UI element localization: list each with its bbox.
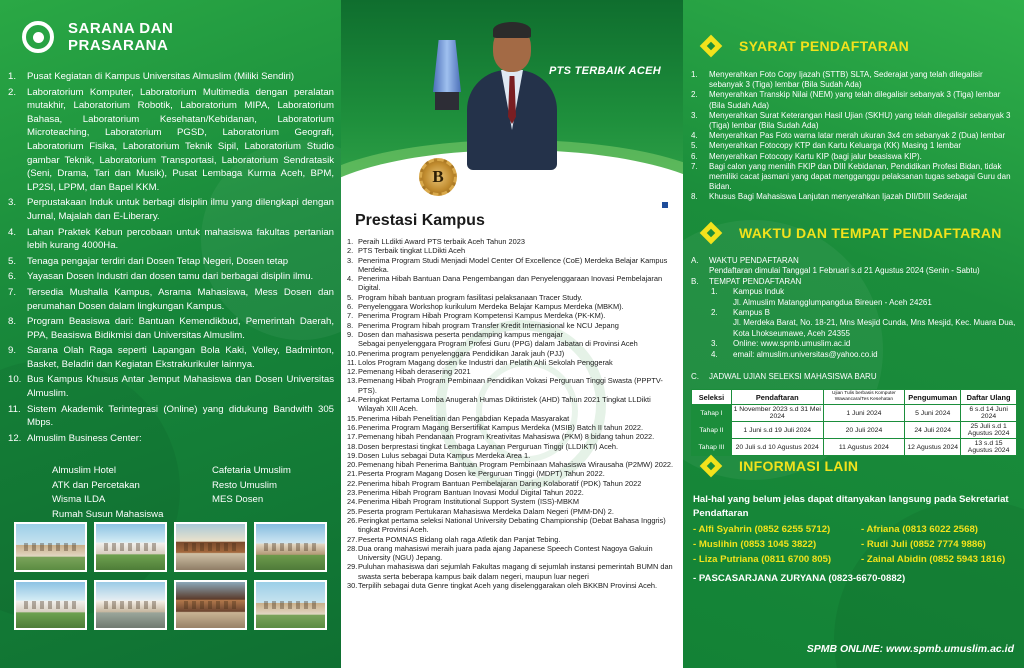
best-pts-badge: PTS TERBAIK ACEH — [549, 65, 661, 77]
item-text: Lahan Praktek Kebun percobaan untuk mahasiswa fakultas pertanian lebih kurang 4000Ha. — [27, 226, 334, 252]
list-item — [691, 152, 1017, 162]
list-item — [8, 432, 334, 446]
item-text: Bagi calon yang memilih FKIP dan DIII Kebidanan, Pendidikan Profesi Bidan, tidak memiliki cacat jasmani yang dapat mengganggu pelaksanan tugas sebagai Guru dan Bidan. — [709, 161, 1011, 192]
campus-photo — [14, 580, 87, 630]
item-text: Peringkat pertama seleksi National University Debating Championship (Debat Bahasa Inggris) tingkat Provinsi Aceh. — [358, 515, 666, 535]
item-number: 23. — [347, 488, 358, 498]
list-item — [8, 315, 334, 342]
business-unit: Rumah Susun Mahasiswa — [52, 508, 164, 520]
list-item — [347, 460, 677, 469]
facilities-title: SARANA DAN PRASARANA — [68, 20, 174, 54]
item-text: Penerima Program Magang Bersertifikat Kampus Merdeka (MSIB) Batch II tahun 2022. — [358, 422, 644, 432]
registration-panel — [683, 0, 1024, 668]
item-text: Tersedia Mushalla Kampus, Asrama Mahasiswa, Mess Dosen dan perumahan Dosen dalam lingkungan Kampus. — [27, 286, 334, 312]
list-item — [347, 469, 677, 478]
contact-person: - Alfi Syahrin (0852 6255 5712) — [693, 524, 831, 535]
table-cell: Tahap I — [692, 405, 732, 422]
item-text: Menyerahkan Foto Copy Ijazah (STTB) SLTA, Sederajat yang telah dilegalisir sebanyak 3 (Tiga) lembar (Bila Sudah Ada) — [709, 70, 983, 90]
item-number: 1. — [8, 71, 17, 82]
item-text: Khusus Bagi Mahasiswa Lanjutan menyerahkan Ijazah DII/DIII Sederajat — [709, 192, 967, 202]
item-number: 6. — [8, 271, 17, 283]
item-text: Lolos Program Magang dosen ke Industri dan Pelatih Ahli Sekolah Penggerak — [358, 357, 613, 367]
table-cell: 5 Juni 2024 — [905, 405, 961, 422]
item-number: 18. — [347, 441, 358, 451]
table-cell: 25 Juli s.d 1 Agustus 2024 — [961, 422, 1017, 439]
campus-photo — [174, 522, 247, 572]
item-number: 8. — [691, 192, 698, 202]
contact-person: - Muslihin (0853 1045 3822) — [693, 539, 817, 551]
decor-square — [662, 202, 668, 208]
item-number: 28. — [347, 543, 358, 553]
item-text: Pusat Kegiatan di Kampus Universitas Almuslim (Miliki Sendiri) — [27, 71, 295, 82]
item-text: Sistem Akademik Terintegrasi (Online) yang didukung Bandwith 305 Mbps. — [27, 403, 334, 429]
item-text: Pemenang hibah Pendanaan Program Kreativitas Mahasiswa (PKM) 8 bidang tahun 2022. — [358, 432, 655, 442]
list-item — [347, 302, 677, 311]
item-text: Program hibah bantuan program fasilitasi pelaksanaan Tracer Study. — [358, 292, 583, 302]
list-item — [347, 451, 677, 460]
contact-email-link[interactable]: email: almuslim.universitas@yahoo.co.id — [733, 349, 878, 359]
business-unit: ATK dan Percetakan — [52, 479, 140, 491]
item-text: Laboratorium Komputer, Laboratorium Multimedia dengan peralatan mutakhir, Laboratorium Robotik, Laboratorium MIPA, Laboratorium Bahasa, Laboratorium Kesehatan/Kebidanan, Laboratorium Microteaching, Laboratorium PGSD, Laboratorium Geografi, Laboratorium Fisika, Laboratorium Teknik Sipil, Laboratorium Studio gambar Teknik, Laboratorium Transportasi, Laboratorium Sendratasik (Seni, Drama, Tari dan Musik), Pusat Lembaga Kurma Aceh, BPM, LP2SI, LPPM, dan Bapel KKM. — [27, 86, 334, 193]
diamond-bullet-icon — [700, 222, 723, 245]
item-text: Peringkat Pertama Lomba Anugerah Humas Diktiristek (AHD) Tahun 2021 Tingkat LLDikti Wilayah XIII Aceh. — [358, 395, 651, 414]
item-number: 19. — [347, 450, 358, 460]
list-item — [347, 237, 677, 246]
schedule-details: A. WAKTU PENDAFTARAN Pendaftaran dimulai Tanggal 1 Februari s.d 21 Agustus 2024 (Senin - Sabtu) B. TEMPAT PENDAFTARAN 1. Kampus Induk Jl. Almuslim Matangglumpangdua Bireuen - Aceh 24261 2. Kampus B Jl. Merdeka Barat, No. 18-21, Mns Mesjid Cunda, Mns Mesjid, Kec. Muara Dua, Kota Lhokseumawe, Aceh 24355 3. Online: www.spmb.umuslim.ac.id 4. email: almuslim.universitas@yahoo.co.id — [691, 256, 1016, 359]
requirements-list — [691, 70, 1017, 203]
list-item — [347, 321, 677, 330]
list-item — [347, 497, 677, 506]
item-text: Tenaga pengajar terdiri dari Dosen Tetap Negeri, Dosen tetap — [27, 255, 289, 267]
contact-person: - Zainal Abidin (0852 5943 1816) — [861, 554, 1006, 566]
item-number: 26. — [347, 515, 358, 525]
table-cell: 20 Juli 2024 — [823, 422, 905, 439]
list-item — [691, 131, 1017, 141]
item-text: Dua orang mahasiswi meraih juara pada ajang Japanese Speech Contest Nagoya Gakuin University (NGU) Jepang. — [358, 543, 653, 563]
list-item — [347, 293, 677, 302]
list-item — [8, 226, 334, 253]
campus-photo — [254, 580, 327, 630]
table-cell: 6 s.d 14 Juni 2024 — [961, 405, 1017, 422]
online-registration-link[interactable]: Online: www.spmb.umuslim.ac.id — [733, 339, 851, 349]
list-item — [347, 358, 677, 367]
list-item — [347, 479, 677, 488]
list-item — [347, 311, 677, 320]
item-text: Almuslim Business Center: — [27, 432, 142, 444]
table-cell: Tahap II — [692, 422, 732, 439]
item-text: Pemenang hibah Penerima Bantuan Program Pembinaan Mahasiswa Wirausaha (P2MW) 2022. — [358, 460, 674, 470]
item-number: 6. — [347, 302, 354, 312]
item-text: Dosen dan mahasiswa peserta pendamping kampus mengajar — [358, 329, 564, 339]
item-number: 1. — [691, 70, 698, 79]
item-number: 5. — [347, 292, 354, 302]
list-item — [347, 414, 677, 423]
item-number: 24. — [347, 497, 358, 507]
item-text: Peserta program Pertukaran Mahasiswa Merdeka Dalam Negeri (PMM-DN) 2. — [358, 506, 614, 516]
item-number — [347, 339, 358, 348]
diamond-bullet-icon — [700, 455, 723, 478]
table-cell: 20 Juli s.d 10 Agustus 2024 — [731, 439, 823, 456]
spmb-online-link[interactable]: SPMB ONLINE: www.spmb.umuslim.ac.id — [806, 643, 1014, 655]
registration-time-text: Pendaftaran dimulai Tanggal 1 Februari s.d 21 Agustus 2024 (Senin - Sabtu) — [709, 266, 980, 276]
campus-photo-gallery — [14, 522, 330, 630]
list-item — [8, 344, 334, 371]
item-text: Peserta POMNAS Bidang olah raga Atletik dan Panjat Tebing. — [358, 534, 561, 544]
schedule-title: WAKTU DAN TEMPAT PENDAFTARAN — [739, 225, 1002, 241]
list-item — [8, 373, 334, 400]
achievements-list — [347, 237, 677, 590]
exam-schedule-table — [691, 389, 1017, 456]
rector-photo — [461, 20, 561, 170]
item-text: Bus Kampus Khusus Antar Jemput Mahasiswa dan Dosen Universitas Almuslim. — [27, 374, 334, 400]
item-text: Penerima program penyelenggara Pendidikan Jarak jauh (PJJ) — [358, 348, 565, 358]
item-number: 5. — [8, 255, 17, 267]
rector-banner — [341, 0, 683, 215]
main-campus-label: Kampus Induk — [733, 287, 785, 297]
list-item — [347, 349, 677, 358]
list-item — [347, 256, 677, 275]
business-center-list — [52, 464, 332, 522]
item-text: Menyerahkan Transkip Nilai (NEM) yang telah dilegalisir sebanyak 3 (Tiga) lembar (Bila Sudah Ada) — [709, 90, 1001, 110]
item-text: Penyelenggara Workshop kurikulum Merdeka Belajar Kampus Merdeka (MBKM). — [358, 302, 624, 312]
item-number: 4. — [691, 131, 698, 141]
contact-person: - Liza Putriana (0811 6700 805) — [693, 554, 832, 566]
item-number: 2. — [347, 246, 354, 256]
list-item — [691, 70, 1017, 90]
item-number: 20. — [347, 460, 358, 470]
col-pengumuman: Pengumuman — [905, 390, 961, 405]
table-row — [692, 439, 1017, 456]
col-pendaftaran: Pendaftaran — [731, 390, 823, 405]
item-text: Puluhan mahasiswa dari sejumlah Fakultas magang di sejumlah instansi pemerintah BUMN dan swasta serta beberapa kampus baik dalam negeri, maupun luar negeri — [358, 562, 673, 581]
table-cell: 1 Juni s.d 19 Juli 2024 — [731, 422, 823, 439]
table-cell: 1 November 2023 s.d 31 Mei 2024 — [731, 405, 823, 422]
item-number: 2. — [691, 90, 698, 100]
item-text: Terpilih sebagai duta Genre tingkat Aceh yang diselenggarakan oleh BKKBN Provinsi Aceh. — [358, 580, 658, 590]
item-number: 14. — [347, 395, 358, 405]
item-number: 3. — [691, 110, 698, 120]
list-item — [347, 488, 677, 497]
list-item — [8, 86, 334, 195]
col-daftar-ulang: Daftar Ulang — [961, 390, 1017, 405]
campus-b-label: Kampus B — [733, 308, 770, 318]
item-text: Pemenang Hibah derasering 2021 — [358, 367, 471, 377]
list-item — [691, 192, 1017, 202]
item-number: 3. — [8, 197, 17, 209]
list-item — [347, 432, 677, 441]
exam-schedule-label: C. JADWAL UJIAN SELEKSI MAHASISWA BARU — [691, 372, 877, 381]
item-text: Sarana Olah Raga seperti Lapangan Bola Kaki, Volley, Badminton, Basket, Beladiri dan Kegiatan Ekstrakurikuler lainnya. — [27, 345, 334, 370]
col-seleksi: Seleksi — [692, 390, 732, 405]
list-item — [347, 274, 677, 293]
list-item — [8, 403, 334, 430]
item-number: 17. — [347, 432, 358, 442]
col-ujian: Ujian Tulis berbasis Komputer Wawancara/Tes Kesehatan — [823, 390, 905, 405]
campus-photo — [14, 522, 87, 572]
item-number: 11. — [8, 403, 21, 415]
table-header-row — [692, 390, 1017, 405]
registration-time-label: WAKTU PENDAFTARAN — [709, 256, 799, 265]
table-cell: 11 Agustus 2024 — [823, 439, 905, 456]
business-unit: Resto Umuslim — [212, 479, 278, 491]
item-text: Yayasan Dosen Industri dan dosen tamu dari berbagai disiplin ilmu. — [27, 271, 314, 283]
item-number: 8. — [347, 320, 354, 330]
item-number: 13. — [347, 376, 358, 386]
item-text: Pemenang Hibah Program Pembinaan Pendidikan Vokasi Perguruan Tinggi Swasta (PPPTV-PTS). — [358, 376, 663, 395]
list-item — [347, 544, 677, 563]
item-text: Penerima Program Hibah Program Kompetensi Kampus Merdeka (PK-KM). — [358, 311, 606, 321]
item-number: 7. — [8, 286, 17, 298]
list-item — [691, 111, 1017, 131]
list-item — [347, 516, 677, 535]
achievements-panel — [341, 0, 683, 668]
list-item — [347, 339, 677, 348]
list-item — [347, 562, 677, 581]
item-number: 12. — [8, 432, 22, 444]
info-header — [697, 458, 858, 474]
facilities-list — [8, 70, 334, 445]
table-row — [692, 422, 1017, 439]
item-number: 27. — [347, 534, 358, 544]
item-text: Menyerahkan Fotocopy KTP dan Kartu Keluarga (KK) Masing 1 lembar — [709, 141, 961, 151]
item-number: 15. — [347, 413, 358, 423]
table-cell: 1 Juni 2024 — [823, 405, 905, 422]
item-number: 6. — [691, 151, 698, 161]
list-item — [347, 367, 677, 376]
info-title: INFORMASI LAIN — [739, 458, 859, 474]
item-text: Program Beasiswa dari: Bantuan Kemendikbud, Pemerintah Daerah, PPA, Beasiswa Bidikmisi dan Universitas Almuslim. — [27, 316, 334, 341]
table-cell: Tahap III — [692, 439, 732, 456]
item-text: Peraih LLdikti Award PTS terbaik Aceh Tahun 2023 — [358, 237, 525, 246]
item-number: 30. — [347, 580, 358, 590]
item-number: 25. — [347, 506, 358, 516]
item-number: 3. — [347, 255, 354, 265]
campus-photo — [174, 580, 247, 630]
info-text: Hal-hal yang belum jelas dapat ditanyakan langsung pada Sekretariat Pendaftaran — [693, 494, 1009, 519]
facilities-panel — [0, 0, 341, 668]
item-number: 21. — [347, 469, 358, 479]
item-text: Penerima Hibah Penelitian dan Pengabdian Kepada Masyarakat — [358, 413, 570, 423]
accreditation-b-medal-icon: B — [419, 158, 457, 196]
table-cell: 13 s.d 15 Agustus 2024 — [961, 439, 1017, 456]
item-number: 4. — [347, 274, 354, 284]
item-number: 7. — [347, 311, 354, 321]
item-number: 4. — [8, 226, 17, 238]
contact-person: - Afriana (0813 6022 2568) — [861, 524, 978, 535]
list-item — [347, 581, 677, 590]
table-cell: 12 Agustus 2024 — [905, 439, 961, 456]
item-text: Menyerahkan Pas Foto warna latar merah ukuran 3x4 cm sebanyak 2 (Dua) lembar — [709, 131, 1006, 141]
item-text: Penerima hibah Program Bantuan Pembelajaran Daring Kolaboratif (PDK) Tahun 2022 — [358, 478, 642, 488]
item-number: 22. — [347, 478, 358, 488]
contact-list — [693, 522, 1019, 568]
main-campus-address: Jl. Almuslim Matangglumpangdua Bireuen - Aceh 24261 — [733, 297, 932, 307]
list-item — [347, 330, 677, 339]
list-item — [691, 90, 1017, 110]
list-item — [8, 270, 334, 284]
item-text: PTS Terbaik tingkat LLDikti Aceh — [358, 246, 466, 256]
campus-photo — [254, 522, 327, 572]
item-text: Penerima Hibah Bantuan Dana Pengembangan dan Penyelenggaraan Inovasi Pembelajaran Digital. — [358, 274, 663, 293]
trophy-icon — [429, 40, 465, 114]
item-number: 7. — [691, 161, 698, 171]
list-item — [691, 162, 1017, 193]
list-item — [347, 376, 677, 395]
item-number: 9. — [8, 345, 17, 357]
achievements-title: Prestasi Kampus — [355, 212, 485, 229]
business-unit: MES Dosen — [212, 494, 264, 506]
facilities-header — [22, 20, 173, 54]
item-number: 16. — [347, 422, 358, 432]
schedule-header — [697, 225, 1002, 241]
list-item — [347, 395, 677, 414]
list-item — [347, 507, 677, 516]
item-number: 11. — [347, 357, 357, 367]
item-number: 29. — [347, 562, 358, 572]
item-text: Sebagai penyelenggara Program Profesi Guru (PPG) dalam Jabatan di Provinsi Aceh — [358, 339, 638, 349]
registration-place-label: TEMPAT PENDAFTARAN — [709, 276, 802, 286]
item-number: 12. — [347, 367, 358, 377]
list-item — [691, 141, 1017, 151]
list-item — [8, 196, 334, 223]
item-text: Dosen Lulus sebagai Duta Kampus Merdeka Area 1. — [358, 450, 531, 460]
requirements-header — [697, 38, 909, 54]
campus-b-address: Jl. Merdeka Barat, No. 18-21, Mns Mesjid Cunda, Mns Mesjid, Kec. Muara Dua, Kota Lhokseumawe, Aceh 24355 — [733, 318, 1016, 338]
item-number: 5. — [691, 141, 698, 151]
business-unit: Wisma ILDA — [52, 494, 106, 506]
item-text: Dosen berprestasi tingkat Lembaga Layanan Perguruan Tinggi (LLDIKTI) Aceh. — [358, 441, 619, 451]
list-item — [8, 286, 334, 313]
item-text: Menyerahkan Surat Keterangan Hasil Ujian (SKHU) yang telah dilegalisir sebanyak 3 (Tiga) lembar (Bila Sudah Ada) — [709, 110, 1011, 131]
list-item — [347, 246, 677, 255]
item-number: 1. — [347, 237, 354, 246]
item-number: 2. — [8, 86, 17, 98]
postgraduate-contact: - PASCASARJANA ZURYANA (0823-6670-0882) — [693, 573, 906, 584]
list-item — [8, 255, 334, 269]
list-item — [347, 442, 677, 451]
list-item — [8, 70, 334, 84]
item-text: Penerima Hibah Program Bantuan Inovasi Modul Digital Tahun 2022. — [358, 488, 584, 498]
business-unit: Cafetaria Umuslim — [212, 465, 291, 476]
item-text: Penerima Hibah Program Institutional Support System (ISS)-MBKM — [358, 497, 579, 507]
item-number: 10. — [8, 374, 22, 386]
item-number: 9. — [347, 329, 354, 339]
item-number: 8. — [8, 316, 17, 328]
item-text: Menyerahkan Fotocopy Kartu KIP (bagi jalur beasiswa KIP). — [709, 151, 922, 161]
item-text: Penerima Program Studi Menjadi Model Center Of Excellence (CoE) Merdeka Belajar Kampus Merdeka. — [358, 255, 668, 274]
list-item — [347, 535, 677, 544]
item-number: 10. — [347, 348, 358, 358]
campus-photo — [94, 522, 167, 572]
requirements-title: SYARAT PENDAFTARAN — [739, 38, 910, 54]
item-text: Penerima Program hibah program Transfer Kredit Internasional ke NCU Jepang — [358, 320, 619, 330]
contact-person: - Rudi Juli (0852 7774 9886) — [861, 539, 986, 551]
item-text: Peserta Program Magang Dosen ke Perguruan Tinggi (MDPT) Tahun 2022. — [358, 469, 605, 479]
list-item — [347, 423, 677, 432]
circle-target-icon — [22, 21, 54, 53]
item-text: Perpustakaan Induk untuk berbagi disiplin ilmu yang dilengkapi dengan Jurnal, Majalah dan E-Liberary. — [27, 197, 334, 222]
business-unit — [212, 508, 332, 523]
table-cell: 24 Juli 2024 — [905, 422, 961, 439]
diamond-bullet-icon — [700, 35, 723, 58]
table-row — [692, 405, 1017, 422]
campus-photo — [94, 580, 167, 630]
business-unit: Almuslim Hotel — [52, 465, 116, 476]
